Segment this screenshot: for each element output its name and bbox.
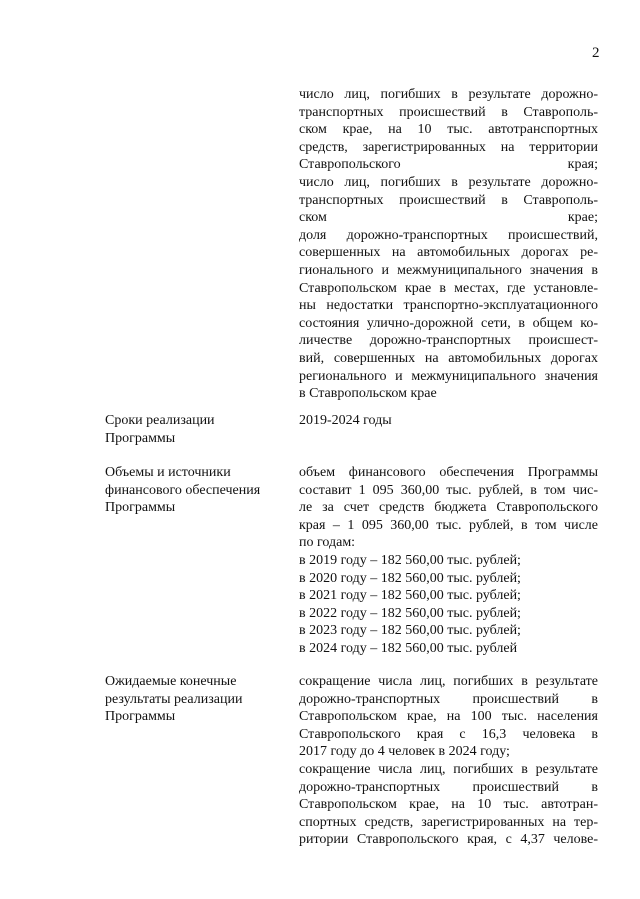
label-implementation-period <box>105 412 285 447</box>
text-line: транспортных происшествий в Ставрополь- <box>299 192 598 208</box>
text-line: Программы <box>105 430 176 446</box>
page-number: 2 <box>592 45 600 61</box>
text-line: в 2021 году – 182 560,00 тыс. рублей; <box>299 588 521 604</box>
text-line: результаты реализации <box>105 691 243 707</box>
text-line: Объемы и источники <box>105 465 231 480</box>
text-line: сокращение числа лиц, погибших в результате <box>299 761 598 777</box>
text-line: ритории Ставропольского края, с 4,37 челове- <box>299 832 598 848</box>
text-line: 2019-2024 годы <box>299 413 392 428</box>
text-line: личестве дорожно-транспортных происшест- <box>299 333 598 349</box>
text-line: Сроки реализации <box>105 413 215 428</box>
text-line: ны недостатки транспортно-эксплуатационного <box>299 298 598 314</box>
text-line: финансового обеспечения <box>105 482 261 498</box>
text-line: Ставропольском крае, на 100 тыс. населения <box>299 709 598 725</box>
text-line: в 2023 году – 182 560,00 тыс. рублей; <box>299 623 521 639</box>
continuation-text <box>299 86 598 403</box>
content-implementation-period <box>299 412 598 430</box>
content-funding <box>299 464 598 658</box>
text-line: по годам: <box>299 535 356 551</box>
text-line: ском крае; <box>299 210 598 226</box>
text-line: средств, зарегистрированных на территории <box>299 139 598 155</box>
text-line: сокращение числа лиц, погибших в результате <box>299 674 598 689</box>
text-line: в 2020 году – 182 560,00 тыс. рублей; <box>299 570 521 586</box>
label-expected-results <box>105 673 285 726</box>
text-line: в 2024 году – 182 560,00 тыс. рублей <box>299 640 518 656</box>
text-line: регионального и межмуниципального значения <box>299 368 598 384</box>
text-line: гионального и межмуниципального значения в <box>299 262 598 278</box>
text-line: вий, совершенных на автомобильных дорогах <box>299 350 598 366</box>
label-funding <box>105 464 285 517</box>
text-line: число лиц, погибших в результате дорожно- <box>299 174 598 190</box>
text-line: Ставропольском крае, на 10 тыс. автотран- <box>299 797 598 813</box>
text-line: число лиц, погибших в результате дорожно- <box>299 87 598 102</box>
text-line: ском крае, на 10 тыс. автотранспортных <box>299 122 598 138</box>
text-line: транспортных происшествий в Ставрополь- <box>299 104 598 120</box>
text-line: 2017 году до 4 человек в 2024 году; <box>299 744 510 760</box>
text-line: в Ставропольском крае <box>299 386 437 402</box>
text-line: Программы <box>105 500 176 516</box>
text-line: Ставропольском крае в местах, где установле- <box>299 280 598 296</box>
text-line: объем финансового обеспечения Программы <box>299 465 598 480</box>
text-line: в 2019 году – 182 560,00 тыс. рублей; <box>299 552 521 568</box>
content-expected-results <box>299 673 598 849</box>
text-line: Программы <box>105 709 176 725</box>
text-line: состояния улично-дорожной сети, в общем ко- <box>299 315 598 331</box>
text-line: составит 1 095 360,00 тыс. рублей, в том чис- <box>299 482 598 498</box>
text-line: Ставропольского края; <box>299 157 598 173</box>
text-line: Ожидаемые конечные <box>105 674 237 689</box>
text-line: доля дорожно-транспортных происшествий, <box>299 227 598 243</box>
text-line: дорожно-транспортных происшествий в <box>299 691 598 707</box>
text-line: Ставропольского края с 16,3 человека в <box>299 726 598 742</box>
text-line: совершенных на автомобильных дорогах ре- <box>299 245 598 261</box>
text-line: дорожно-транспортных происшествий в <box>299 779 598 795</box>
text-line: в 2022 году – 182 560,00 тыс. рублей; <box>299 605 521 621</box>
text-line: края – 1 095 360,00 тыс. рублей, в том числе <box>299 517 598 533</box>
text-line: спортных средств, зарегистрированных на тер- <box>299 814 598 830</box>
text-line: ле за счет средств бюджета Ставропольского <box>299 500 598 516</box>
